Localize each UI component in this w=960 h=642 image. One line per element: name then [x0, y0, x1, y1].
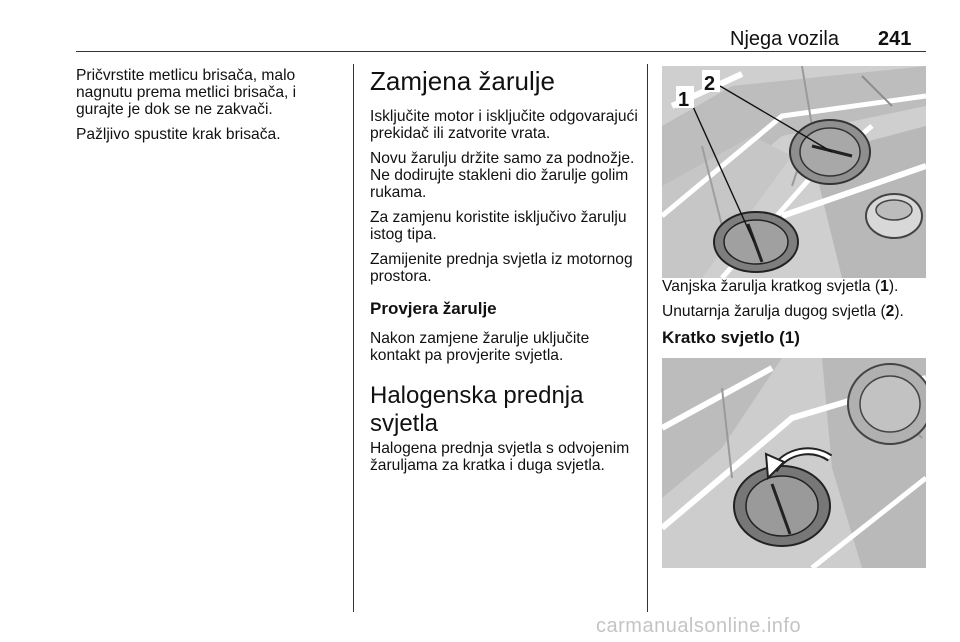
page-number: 241: [878, 28, 912, 50]
paragraph-wiper-attach: Pričvrstite metlicu brisača, malo nagnutu prema metlici brisača, i gurajte je dok se ne zakvači.: [76, 67, 297, 118]
paragraph-engine-compartment: Zamijenite prednja svjetla iz motornog prostora.: [370, 251, 633, 285]
paragraph-same-type: Za zamjenu koristite isključivo žarulju istog tipa.: [370, 209, 627, 243]
caption-high-beam: Unutarnja žarulja dugog svjetla (2).: [662, 303, 904, 320]
column-2: [370, 66, 638, 482]
header-rule: [76, 51, 926, 52]
watermark: carmanualsonline.info: [596, 615, 802, 637]
subheading-bulb-check: Provjera žarulje: [370, 299, 497, 318]
paragraph-wiper-lower: Pažljivo spustite krak brisača.: [76, 126, 281, 143]
figure-low-beam-cap: [662, 358, 926, 568]
low-beam-illustration: [662, 358, 926, 568]
column-divider-left: [353, 64, 354, 612]
caption-low-beam: Vanjska žarulja kratkog svjetla (1).: [662, 278, 899, 295]
figure-headlamp-bulbs: [662, 66, 926, 278]
subheading-low-beam: Kratko svjetlo (1): [662, 328, 800, 347]
section-heading-bulb-replacement: Zamjena žarulje: [370, 66, 555, 96]
engine-bay-illustration: [662, 66, 926, 278]
paragraph-hold-bulb: Novu žarulju držite samo za podnožje. Ne dodirujte stakleni dio žarulje golim rukama.: [370, 150, 635, 201]
callout-label-2: 2: [704, 73, 716, 95]
paragraph-check-lights: Nakon zamjene žarulje uključite kontakt pa provjerite svjetla.: [370, 330, 590, 364]
running-header-title: Njega vozila: [730, 28, 839, 50]
callout-label-1: 1: [678, 89, 690, 111]
paragraph-halogen: Halogena prednja svjetla s odvojenim žaruljama za kratka i duga svjetla.: [370, 440, 630, 474]
column-3: [662, 66, 927, 568]
column-divider-right: [647, 64, 648, 612]
section-heading-halogen: Halogenska prednja svjetla: [370, 382, 584, 437]
column-1: [76, 67, 346, 151]
paragraph-engine-off: Isključite motor i isključite odgovarajući prekidač ili zatvorite vrata.: [370, 108, 638, 142]
